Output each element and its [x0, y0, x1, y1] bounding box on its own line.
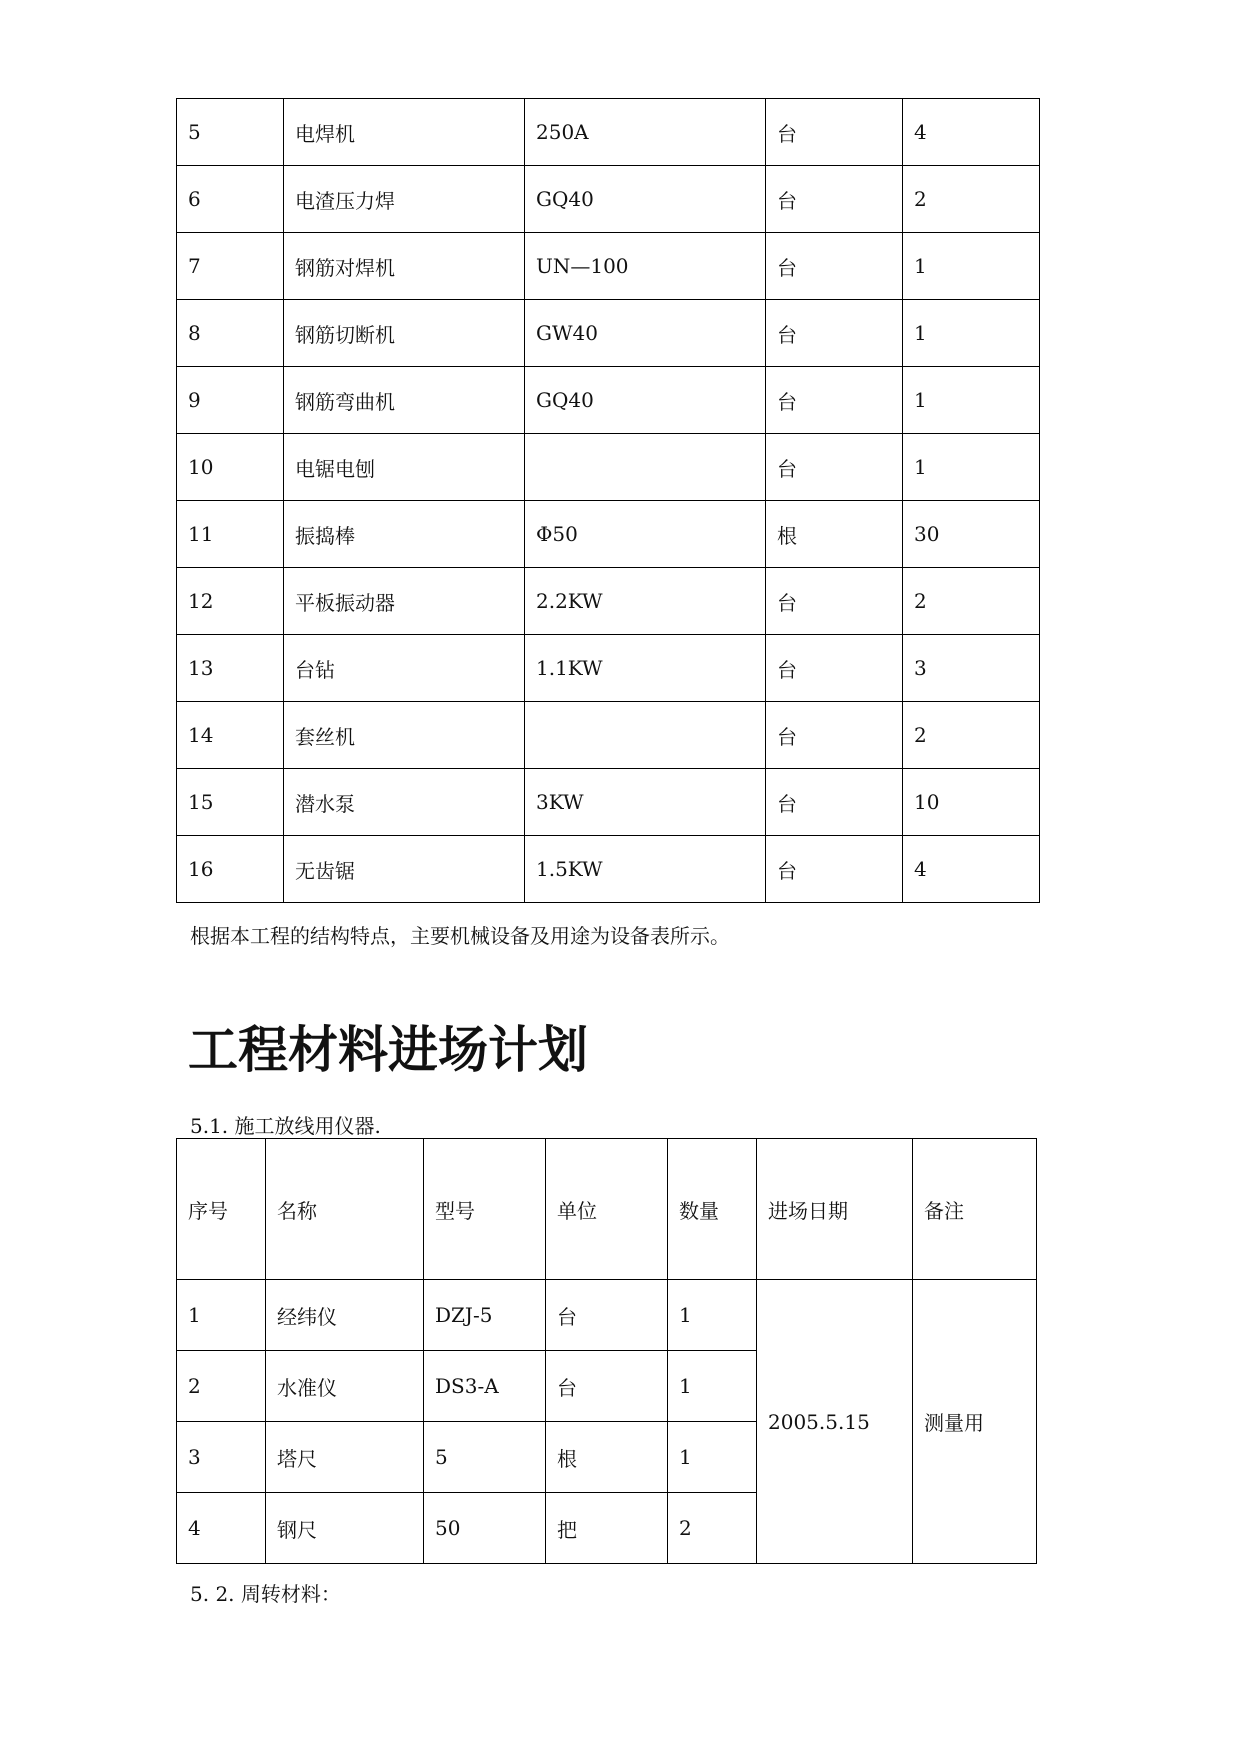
instr-qty: 1 — [668, 1280, 757, 1351]
equip-unit: 台 — [766, 300, 903, 367]
equip-unit: 台 — [766, 769, 903, 836]
equip-model: UN—100 — [525, 233, 766, 300]
table-row — [177, 233, 1040, 300]
table-row — [177, 99, 1040, 166]
table-row — [177, 434, 1040, 501]
table-row — [177, 702, 1040, 769]
header-cell: 进场日期 — [757, 1139, 913, 1280]
instr-model: 50 — [424, 1493, 546, 1564]
equip-qty: 4 — [903, 99, 1040, 166]
header-cell: 序号 — [177, 1139, 266, 1280]
equip-name: 电焊机 — [284, 99, 525, 166]
equip-qty: 1 — [903, 434, 1040, 501]
equip-unit: 台 — [766, 233, 903, 300]
equip-name: 钢筋对焊机 — [284, 233, 525, 300]
equip-model: 2.2KW — [525, 568, 766, 635]
equip-unit: 台 — [766, 702, 903, 769]
header-cell: 型号 — [424, 1139, 546, 1280]
equip-name: 电渣压力焊 — [284, 166, 525, 233]
instr-qty: 1 — [668, 1422, 757, 1493]
equip-unit: 台 — [766, 836, 903, 903]
equip-no: 16 — [177, 836, 284, 903]
instr-name: 钢尺 — [266, 1493, 424, 1564]
equip-qty: 2 — [903, 166, 1040, 233]
table-header-row — [177, 1139, 1037, 1280]
equip-no: 10 — [177, 434, 284, 501]
equip-name: 平板振动器 — [284, 568, 525, 635]
header-cell: 数量 — [668, 1139, 757, 1280]
equip-qty: 1 — [903, 300, 1040, 367]
equip-no: 13 — [177, 635, 284, 702]
equip-unit: 台 — [766, 166, 903, 233]
entry-date-cell: 2005.5.15 — [757, 1280, 913, 1564]
equip-unit: 台 — [766, 367, 903, 434]
equip-qty: 4 — [903, 836, 1040, 903]
table-row — [177, 635, 1040, 702]
equip-name: 台钻 — [284, 635, 525, 702]
equip-unit: 台 — [766, 635, 903, 702]
equip-model — [525, 434, 766, 501]
subsection-heading: 5.1. 施工放线用仪器. — [190, 1114, 381, 1138]
table-row — [177, 300, 1040, 367]
instr-model: DZJ-5 — [424, 1280, 546, 1351]
header-cell: 单位 — [546, 1139, 668, 1280]
instr-unit: 台 — [546, 1351, 668, 1422]
equip-model: 3KW — [525, 769, 766, 836]
equip-qty: 1 — [903, 233, 1040, 300]
instr-name: 经纬仪 — [266, 1280, 424, 1351]
table-row — [177, 769, 1040, 836]
equip-no: 7 — [177, 233, 284, 300]
header-cell: 名称 — [266, 1139, 424, 1280]
section-title: 工程材料进场计划 — [188, 1021, 588, 1079]
equip-no: 6 — [177, 166, 284, 233]
equip-model: GW40 — [525, 300, 766, 367]
instr-model: 5 — [424, 1422, 546, 1493]
equip-qty: 2 — [903, 568, 1040, 635]
instr-unit: 根 — [546, 1422, 668, 1493]
table-row — [177, 501, 1040, 568]
equip-unit: 台 — [766, 568, 903, 635]
equip-name: 无齿锯 — [284, 836, 525, 903]
equip-qty: 10 — [903, 769, 1040, 836]
remark-cell: 测量用 — [913, 1280, 1037, 1564]
equip-model: 250A — [525, 99, 766, 166]
equip-name: 电锯电刨 — [284, 434, 525, 501]
equip-name: 钢筋弯曲机 — [284, 367, 525, 434]
equip-name: 潜水泵 — [284, 769, 525, 836]
equip-name: 套丝机 — [284, 702, 525, 769]
equip-unit: 根 — [766, 501, 903, 568]
equip-model: GQ40 — [525, 166, 766, 233]
instr-name: 塔尺 — [266, 1422, 424, 1493]
instr-qty: 2 — [668, 1493, 757, 1564]
instr-no: 1 — [177, 1280, 266, 1351]
instrument-table — [176, 1138, 1037, 1564]
equip-no: 5 — [177, 99, 284, 166]
equip-no: 8 — [177, 300, 284, 367]
equip-unit: 台 — [766, 434, 903, 501]
equip-unit: 台 — [766, 99, 903, 166]
equipment-note: 根据本工程的结构特点，主要机械设备及用途为设备表所示。 — [190, 924, 730, 948]
table-row — [177, 836, 1040, 903]
equip-no: 15 — [177, 769, 284, 836]
equip-name: 振捣棒 — [284, 501, 525, 568]
instr-unit: 把 — [546, 1493, 668, 1564]
equip-qty: 2 — [903, 702, 1040, 769]
equip-no: 14 — [177, 702, 284, 769]
equip-model: 1.5KW — [525, 836, 766, 903]
equip-qty: 1 — [903, 367, 1040, 434]
table-row — [177, 166, 1040, 233]
equipment-table — [176, 98, 1040, 903]
equip-model: Φ50 — [525, 501, 766, 568]
instr-qty: 1 — [668, 1351, 757, 1422]
instr-name: 水准仪 — [266, 1351, 424, 1422]
equip-qty: 3 — [903, 635, 1040, 702]
instr-model: DS3-A — [424, 1351, 546, 1422]
equip-no: 9 — [177, 367, 284, 434]
equip-no: 11 — [177, 501, 284, 568]
table-row — [177, 568, 1040, 635]
equip-model — [525, 702, 766, 769]
table-row — [177, 1280, 1037, 1351]
header-cell: 备注 — [913, 1139, 1037, 1280]
equip-no: 12 — [177, 568, 284, 635]
table-row — [177, 367, 1040, 434]
instr-no: 4 — [177, 1493, 266, 1564]
equip-qty: 30 — [903, 501, 1040, 568]
equip-model: GQ40 — [525, 367, 766, 434]
equip-model: 1.1KW — [525, 635, 766, 702]
subsection-heading: 5. 2. 周转材料： — [190, 1582, 341, 1606]
instr-no: 3 — [177, 1422, 266, 1493]
equip-name: 钢筋切断机 — [284, 300, 525, 367]
instr-no: 2 — [177, 1351, 266, 1422]
instr-unit: 台 — [546, 1280, 668, 1351]
